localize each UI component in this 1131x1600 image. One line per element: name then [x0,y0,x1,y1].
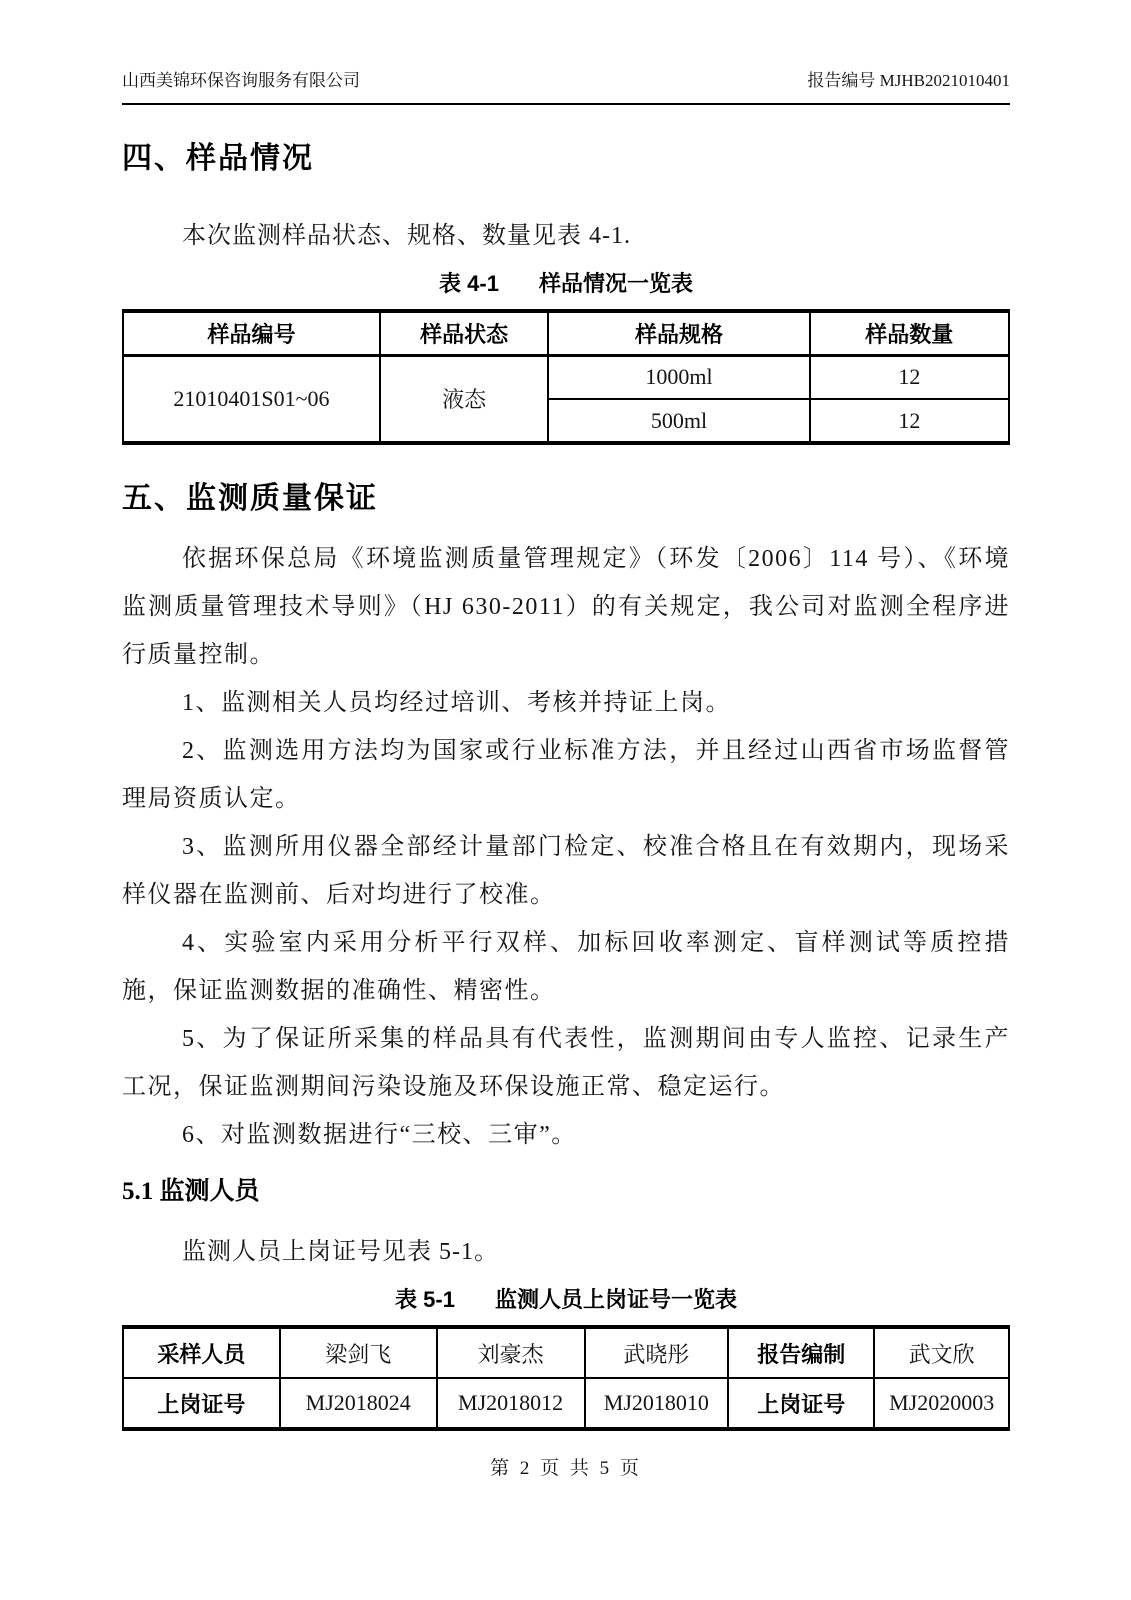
paragraph: 6、对监测数据进行“三校、三审”。 [182,1122,577,1148]
table5-caption-label: 表 5-1 [395,1287,455,1312]
sampler-name-cell: 梁剑飞 [280,1327,437,1378]
sampling-staff-label: 采样人员 [123,1327,280,1378]
sampler-name-cell: 武晓彤 [585,1327,729,1378]
sample-info-table [122,309,1010,445]
section5-heading: 五、监测质量保证 [122,482,378,515]
section4-intro: 本次监测样品状态、规格、数量见表 4-1. [182,223,631,249]
table-row [123,1327,1009,1378]
cert-number-cell: MJ2020003 [874,1378,1009,1429]
paragraph: 依据环保总局《环境监测质量管理规定》（环发〔2006〕114 号）、《环境监测质量管理技术导则》（HJ 630-2011）的有关规定，我公司对监测全程序进行质量控制。 [122,546,1010,668]
table4-caption-title: 样品情况一览表 [538,271,693,296]
company-name: 山西美锦环保咨询服务有限公司 [122,71,360,90]
table-row [123,355,1009,399]
page-header [122,66,1010,105]
section4-heading: 四、样品情况 [122,142,314,175]
sampler-name-cell: 刘豪杰 [437,1327,585,1378]
report-compiler-label: 报告编制 [728,1327,874,1378]
col-header-sample-state: 样品状态 [380,311,548,355]
paragraph: 2、监测选用方法均为国家或行业标准方法，并且经过山西省市场监督管理局资质认定。 [122,738,1010,812]
col-header-sample-id: 样品编号 [123,311,380,355]
cert-number-cell: MJ2018010 [585,1378,729,1429]
table-row [123,311,1009,355]
table5-caption [122,1285,1010,1315]
sample-id-cell: 21010401S01~06 [123,355,380,443]
cert-number-cell: MJ2018024 [280,1378,437,1429]
paragraph: 4、实验室内采用分析平行双样、加标回收率测定、盲样测试等质控措施，保证监测数据的准确性、精密性。 [122,930,1010,1004]
sample-state-cell: 液态 [380,355,548,443]
table-row [123,1378,1009,1429]
paragraph: 5、为了保证所采集的样品具有代表性，监测期间由专人监控、记录生产工况，保证监测期间污染设施及环保设施正常、稳定运行。 [122,1026,1010,1100]
personnel-table [122,1325,1010,1431]
page-number: 第 2 页 共 5 页 [490,1458,642,1479]
table4-caption-label: 表 4-1 [439,271,499,296]
compiler-name-cell: 武文欣 [874,1327,1009,1378]
section51-intro: 监测人员上岗证号见表 5-1。 [182,1239,499,1265]
sample-spec-cell: 1000ml [548,355,809,399]
section51-heading: 5.1 监测人员 [122,1178,260,1205]
paragraph: 1、监测相关人员均经过培训、考核并持证上岗。 [182,690,731,716]
table5-caption-title: 监测人员上岗证号一览表 [494,1287,737,1312]
col-header-sample-qty: 样品数量 [810,311,1009,355]
report-number: 报告编号 MJHB2021010401 [807,71,1010,90]
col-header-sample-spec: 样品规格 [548,311,809,355]
paragraph: 3、监测所用仪器全部经计量部门检定、校准合格且在有效期内，现场采样仪器在监测前、后对均进行了校准。 [122,834,1010,908]
sample-qty-cell: 12 [810,399,1009,443]
cert-number-label: 上岗证号 [728,1378,874,1429]
cert-number-cell: MJ2018012 [437,1378,585,1429]
table4-caption [122,269,1010,299]
section5-body [122,535,1010,1159]
sample-qty-cell: 12 [810,355,1009,399]
cert-number-label: 上岗证号 [123,1378,280,1429]
sample-spec-cell: 500ml [548,399,809,443]
